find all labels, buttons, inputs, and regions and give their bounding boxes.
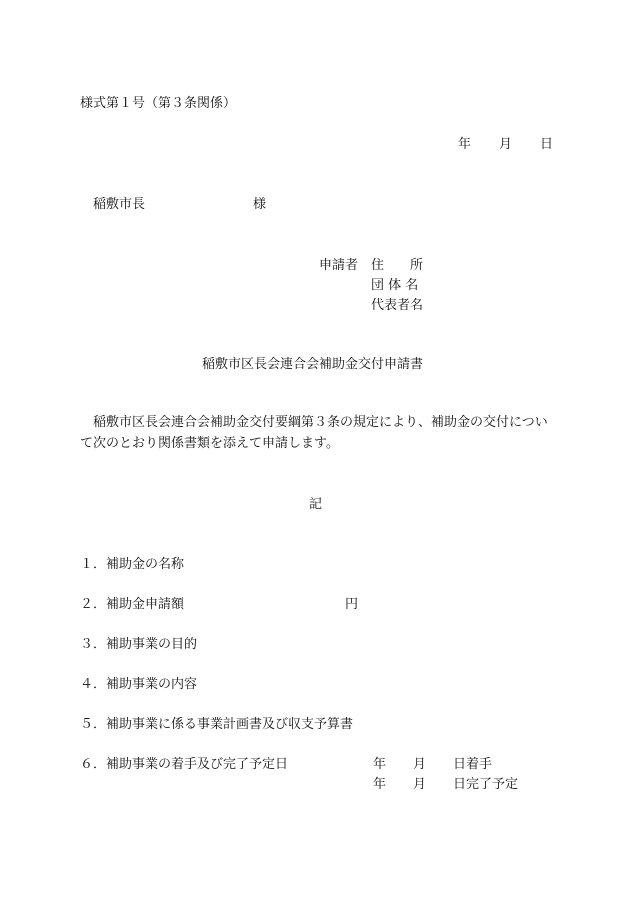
addressee-honorific: 様 xyxy=(253,197,267,212)
schedule-end-year: 年 xyxy=(373,777,387,792)
form-number: 様式第１号（第３条関係） xyxy=(80,96,237,111)
schedule-end-month: 月 xyxy=(413,777,427,792)
item-3-label: ３．補助事業の目的 xyxy=(80,637,198,652)
item-1-label: １．補助金の名称 xyxy=(80,557,185,572)
applicant-group-label: 団 体 名 xyxy=(371,278,419,293)
schedule-start-month: 月 xyxy=(413,757,427,772)
item-2-label: ２．補助金申請額 xyxy=(80,597,185,612)
schedule-start-day: 日着手 xyxy=(453,757,493,772)
schedule-end-day: 日完了予定 xyxy=(453,777,519,792)
applicant-representative-label: 代表者名 xyxy=(371,298,424,313)
item-5-label: ５．補助事業に係る事業計画書及び収支予算書 xyxy=(80,717,354,732)
ki-heading: 記 xyxy=(309,497,323,512)
applicant-label: 申請者 xyxy=(319,258,359,273)
applicant-address-label: 住 所 xyxy=(371,258,424,273)
item-6-label: ６．補助事業の着手及び完了予定日 xyxy=(80,757,289,772)
date-year-label: 年 xyxy=(458,137,472,152)
schedule-start-year: 年 xyxy=(373,757,387,772)
addressee-name: 稲敷市長 xyxy=(93,197,146,212)
item-4-label: ４．補助事業の内容 xyxy=(80,677,198,692)
date-day-label: 日 xyxy=(540,137,554,152)
date-month-label: 月 xyxy=(499,137,513,152)
document-title: 稲敷市区長会連合会補助金交付申請書 xyxy=(202,357,424,372)
body-paragraph: 稲敷市区長会連合会補助金交付要綱第３条の規定により、補助金の交付について次のとおり関係書類を添えて申請します。 xyxy=(80,415,548,451)
item-2-unit: 円 xyxy=(345,597,359,612)
